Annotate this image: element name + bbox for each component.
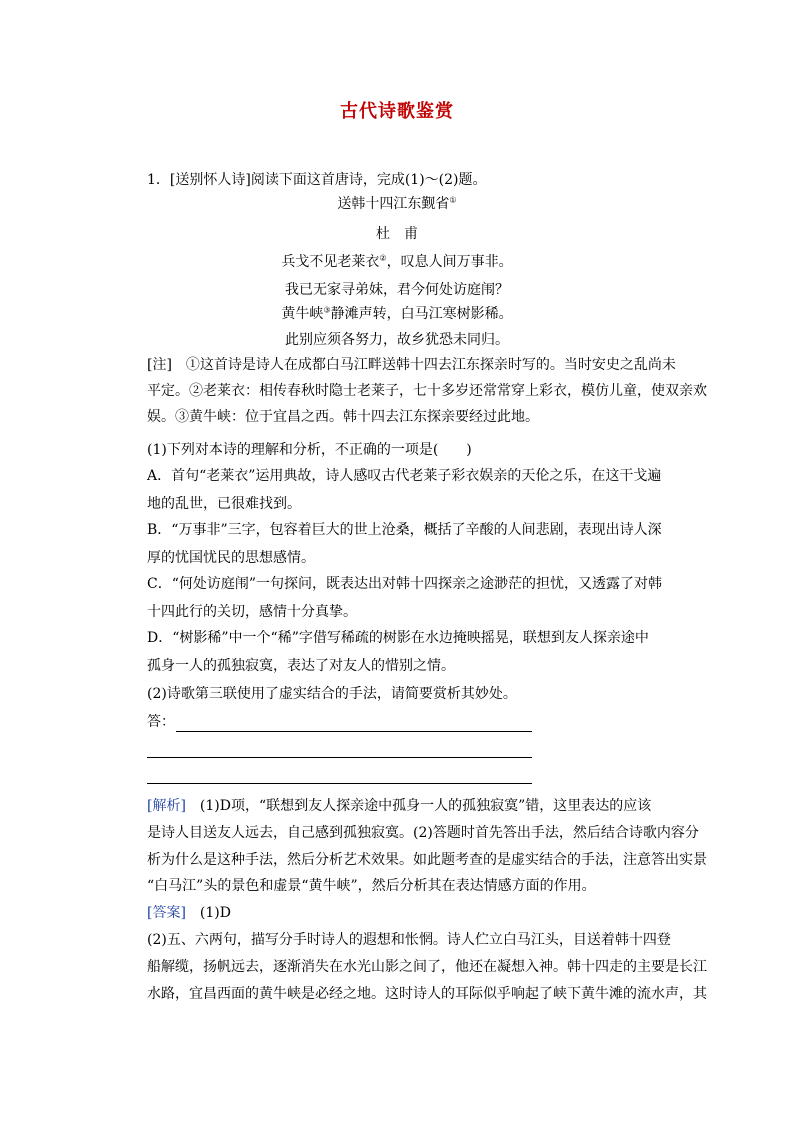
page-title: 古代诗歌鉴赏 xyxy=(340,101,454,122)
poem-line xyxy=(0,252,794,272)
poem-line xyxy=(0,330,794,350)
option-a-line: 地的乱世，已很难找到。 xyxy=(147,496,301,512)
analysis-line xyxy=(147,796,651,816)
footnote-mark: ③ xyxy=(323,305,331,315)
analysis-line: 是诗人目送友人远去，自己感到孤独寂寞。(2)答题时首先答出手法，然后结合诗歌内容分 xyxy=(147,825,699,841)
answer-label: [答案] xyxy=(147,905,186,921)
question-intro: 1．[送别怀人诗]阅读下面这首唐诗，完成(1)～(2)题。 xyxy=(147,172,487,188)
sub-question-1: (1)下列对本诗的理解和分析，不正确的一项是( ) xyxy=(147,442,472,458)
answer-blank-line[interactable] xyxy=(147,783,532,784)
poem-line-text: ，叹息人间万事非。 xyxy=(386,254,513,270)
note-line: 平定。②老莱衣：相传春秋时隐士老莱子，七十多岁还常常穿上彩衣，模仿儿童，使双亲欢 xyxy=(147,383,707,399)
analysis-line: “白马江”头的景色和虚景“黄牛峡”，然后分析其在表达情感方面的作用。 xyxy=(147,878,596,894)
answer-blank-line[interactable] xyxy=(147,757,532,758)
poem-title-text: 送韩十四江东觐省 xyxy=(337,196,450,212)
poem-line xyxy=(0,304,794,324)
answer-line xyxy=(147,903,231,923)
answer-text-line: (2)五、六两句，描写分手时诗人的遐想和怅惘。诗人伫立白马江头，目送着韩十四登 xyxy=(147,932,671,948)
analysis-text: (1)D项，“联想到友人探亲途中孤身一人的孤独寂寞”错，这里表达的应该 xyxy=(185,798,652,814)
option-d-line: D．“树影稀”中一个“稀”字借写稀疏的树影在水边掩映摇晃，联想到友人探亲途中 xyxy=(147,630,649,646)
footnote-mark: ② xyxy=(379,253,387,263)
analysis-label: [解析] xyxy=(147,798,186,814)
poem-line-text: 静滩声转，白马江寒树影稀。 xyxy=(330,306,513,322)
note-line: 娱。③黄牛峡：位于宜昌之西。韩十四去江东探亲要经过此地。 xyxy=(147,409,539,425)
option-c-line: C．“何处访庭闱”一句探问，既表达出对韩十四探亲之途渺茫的担忧，又透露了对韩 xyxy=(147,576,663,592)
analysis-line: 析为什么是这种手法，然后分析艺术效果。如此题考查的是虚实结合的手法，注意答出实景 xyxy=(147,852,707,868)
option-b-line: 厚的忧国忧民的思想感情。 xyxy=(147,550,315,566)
option-b-line: B．“万事非”三字，包容着巨大的世上沧桑，概括了辛酸的人间悲剧，表现出诗人深 xyxy=(147,522,662,538)
answer-text-line: 船解缆，扬帆远去，逐渐消失在水光山影之间了，他还在凝想入神。韩十四走的主要是长江 xyxy=(147,959,707,975)
option-a-line: A．首句“老莱衣”运用典故，诗人感叹古代老莱子彩衣娱亲的天伦之乐，在这干戈遍 xyxy=(147,468,662,484)
answer-text-line: 水路，宜昌西面的黄牛峡是必经之地。这时诗人的耳际似乎响起了峡下黄牛滩的流水声，其 xyxy=(147,986,707,1002)
note-line: [注] ①这首诗是诗人在成都白马江畔送韩十四去江东探亲时写的。当时安史之乱尚未 xyxy=(147,357,676,373)
poem-line-text: 此别应须各努力，故乡犹恐未同归。 xyxy=(285,332,509,348)
poem-title xyxy=(0,194,794,214)
sub-question-2: (2)诗歌第三联使用了虚实结合的手法，请简要赏析其妙处。 xyxy=(147,686,517,702)
poem-line xyxy=(0,280,794,300)
option-d-line: 孤身一人的孤独寂寞，表达了对友人的惜别之情。 xyxy=(147,658,455,674)
answer-blank-line[interactable] xyxy=(176,731,532,732)
option-c-line: 十四此行的关切，感情十分真挚。 xyxy=(147,604,357,620)
answer-prompt: 答： xyxy=(147,714,175,730)
poem-line-text: 我已无家寻弟妹，君今何处访庭闱？ xyxy=(285,282,509,298)
poem-line-text: 兵戈不见老莱衣 xyxy=(281,254,380,270)
poem-line-text: 黄牛峡 xyxy=(281,306,324,322)
footnote-mark: ① xyxy=(449,195,457,205)
answer-text: (1)D xyxy=(185,905,231,921)
poem-author: 杜 甫 xyxy=(376,226,418,242)
